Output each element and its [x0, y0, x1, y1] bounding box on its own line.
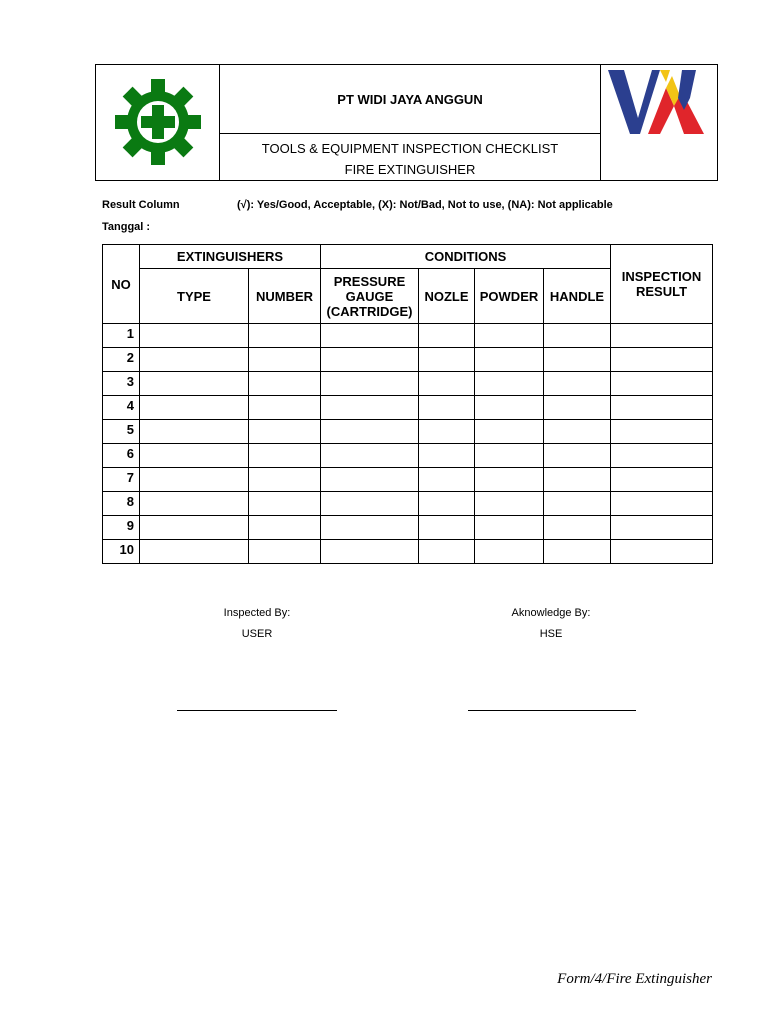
acknowledger-signature-line[interactable]	[468, 710, 636, 711]
company-logo	[600, 65, 717, 180]
table-row	[103, 348, 713, 372]
powder-cell[interactable]	[475, 324, 544, 348]
document-title-line-2: FIRE EXTINGUISHER	[344, 162, 476, 177]
header-number: NUMBER	[249, 269, 321, 324]
row-number: 4	[103, 396, 140, 420]
powder-cell[interactable]	[475, 348, 544, 372]
type-cell[interactable]	[140, 324, 249, 348]
handle-cell[interactable]	[544, 372, 611, 396]
powder-cell[interactable]	[475, 468, 544, 492]
nozle-cell[interactable]	[419, 372, 475, 396]
table-row	[103, 420, 713, 444]
header-extinguishers: EXTINGUISHERS	[140, 245, 321, 269]
inspector-signature-line[interactable]	[177, 710, 337, 711]
type-cell[interactable]	[140, 396, 249, 420]
pressure-gauge-cell[interactable]	[321, 468, 419, 492]
type-cell[interactable]	[140, 348, 249, 372]
nozle-cell[interactable]	[419, 516, 475, 540]
table-row	[103, 516, 713, 540]
safety-gear-logo	[96, 65, 220, 180]
inspected-by-label: Inspected By:	[223, 607, 291, 619]
number-cell[interactable]	[249, 468, 321, 492]
nozle-cell[interactable]	[419, 396, 475, 420]
handle-cell[interactable]	[544, 468, 611, 492]
powder-cell[interactable]	[475, 492, 544, 516]
row-number: 10	[103, 540, 140, 564]
inspection-result-cell[interactable]	[611, 540, 713, 564]
header-pressure-gauge-line-3: (CARTRIDGE)	[326, 303, 413, 319]
inspection-result-cell[interactable]	[611, 396, 713, 420]
table-row	[103, 396, 713, 420]
number-cell[interactable]	[249, 516, 321, 540]
inspection-rows	[103, 324, 713, 564]
header-conditions: CONDITIONS	[321, 245, 611, 269]
handle-cell[interactable]	[544, 396, 611, 420]
row-number: 9	[103, 516, 140, 540]
type-cell[interactable]	[140, 468, 249, 492]
nozle-cell[interactable]	[419, 324, 475, 348]
result-column-label: Result Column	[102, 199, 180, 211]
table-row	[103, 540, 713, 564]
table-row	[103, 324, 713, 348]
powder-cell[interactable]	[475, 516, 544, 540]
header-no: NO	[103, 245, 140, 324]
header-inspection-result-line-1: INSPECTION	[621, 269, 702, 284]
inspection-result-cell[interactable]	[611, 444, 713, 468]
number-cell[interactable]	[249, 492, 321, 516]
inspection-result-cell[interactable]	[611, 468, 713, 492]
table-row	[103, 372, 713, 396]
header-handle: HANDLE	[544, 269, 611, 324]
inspection-result-cell[interactable]	[611, 372, 713, 396]
row-number: 8	[103, 492, 140, 516]
inspection-result-cell[interactable]	[611, 348, 713, 372]
row-number: 6	[103, 444, 140, 468]
pressure-gauge-cell[interactable]	[321, 420, 419, 444]
result-legend: (√): Yes/Good, Acceptable, (X): Not/Bad, Not to use, (NA): Not applicable	[237, 199, 613, 211]
handle-cell[interactable]	[544, 516, 611, 540]
wja-logo-icon	[608, 68, 708, 138]
header-pressure-gauge	[321, 269, 419, 324]
pressure-gauge-cell[interactable]	[321, 372, 419, 396]
type-cell[interactable]	[140, 492, 249, 516]
number-cell[interactable]	[249, 348, 321, 372]
inspection-result-cell[interactable]	[611, 516, 713, 540]
nozle-cell[interactable]	[419, 420, 475, 444]
header-type: TYPE	[140, 269, 249, 324]
powder-cell[interactable]	[475, 372, 544, 396]
header-inspection-result	[611, 245, 713, 324]
nozle-cell[interactable]	[419, 348, 475, 372]
date-label: Tanggal :	[102, 221, 151, 233]
type-cell[interactable]	[140, 516, 249, 540]
handle-cell[interactable]	[544, 324, 611, 348]
nozle-cell[interactable]	[419, 540, 475, 564]
document-title-line-1: TOOLS & EQUIPMENT INSPECTION CHECKLIST	[261, 141, 559, 156]
row-number: 5	[103, 420, 140, 444]
document-title	[220, 138, 600, 180]
type-cell[interactable]	[140, 372, 249, 396]
handle-cell[interactable]	[544, 444, 611, 468]
header-inspection-result-line-2: RESULT	[635, 284, 688, 299]
inspection-result-cell[interactable]	[611, 420, 713, 444]
powder-cell[interactable]	[475, 444, 544, 468]
acknowledged-by-role: HSE	[539, 628, 563, 640]
header-pressure-gauge-line-2: GAUGE	[345, 288, 394, 304]
pressure-gauge-cell[interactable]	[321, 492, 419, 516]
type-cell[interactable]	[140, 540, 249, 564]
safety-gear-icon	[115, 77, 201, 167]
header-powder: POWDER	[475, 269, 544, 324]
nozle-cell[interactable]	[419, 468, 475, 492]
powder-cell[interactable]	[475, 396, 544, 420]
table-row	[103, 468, 713, 492]
number-cell[interactable]	[249, 324, 321, 348]
header-nozle: NOZLE	[419, 269, 475, 324]
number-cell[interactable]	[249, 540, 321, 564]
pressure-gauge-cell[interactable]	[321, 444, 419, 468]
pressure-gauge-cell[interactable]	[321, 396, 419, 420]
pressure-gauge-cell[interactable]	[321, 540, 419, 564]
form-code: Form/4/Fire Extinguisher	[557, 971, 712, 987]
number-cell[interactable]	[249, 396, 321, 420]
company-name: PT WIDI JAYA ANGGUN	[220, 65, 600, 134]
pressure-gauge-cell[interactable]	[321, 324, 419, 348]
inspection-table	[102, 244, 713, 564]
powder-cell[interactable]	[475, 540, 544, 564]
nozle-cell[interactable]	[419, 444, 475, 468]
number-cell[interactable]	[249, 372, 321, 396]
acknowledged-by-label: Aknowledge By:	[511, 607, 591, 619]
number-cell[interactable]	[249, 444, 321, 468]
inspection-result-cell[interactable]	[611, 324, 713, 348]
powder-cell[interactable]	[475, 420, 544, 444]
header-pressure-gauge-line-1: PRESSURE	[333, 273, 406, 289]
row-number: 1	[103, 324, 140, 348]
inspection-result-cell[interactable]	[611, 492, 713, 516]
pressure-gauge-cell[interactable]	[321, 516, 419, 540]
handle-cell[interactable]	[544, 348, 611, 372]
row-number: 2	[103, 348, 140, 372]
form-header	[95, 64, 718, 181]
pressure-gauge-cell[interactable]	[321, 348, 419, 372]
inspected-by-role: USER	[241, 628, 273, 640]
row-number: 3	[103, 372, 140, 396]
type-cell[interactable]	[140, 444, 249, 468]
type-cell[interactable]	[140, 420, 249, 444]
row-number: 7	[103, 468, 140, 492]
handle-cell[interactable]	[544, 540, 611, 564]
number-cell[interactable]	[249, 420, 321, 444]
table-row	[103, 492, 713, 516]
handle-cell[interactable]	[544, 492, 611, 516]
table-row	[103, 444, 713, 468]
nozle-cell[interactable]	[419, 492, 475, 516]
handle-cell[interactable]	[544, 420, 611, 444]
